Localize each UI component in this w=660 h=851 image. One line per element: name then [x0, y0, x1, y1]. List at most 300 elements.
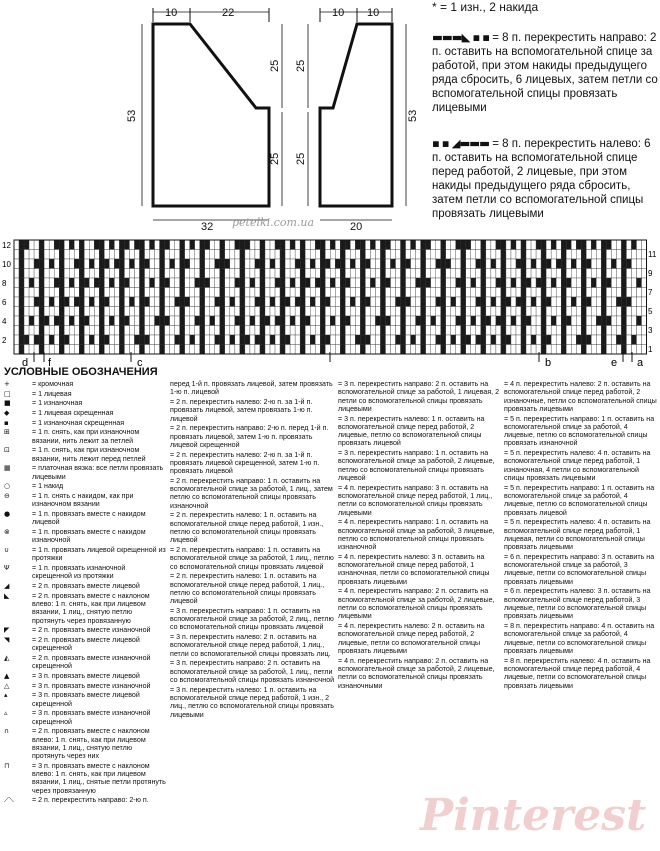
stitch-cell [551, 250, 556, 260]
stitch-cell [436, 297, 441, 307]
stitch-cell [69, 288, 74, 298]
stitch-cell [285, 269, 290, 279]
stitch-cell [436, 240, 441, 250]
stitch-cell [230, 307, 235, 317]
legend-text: перед 1-й п. провязать лицевой, затем провязать 1-ю п. лицевой [170, 380, 333, 397]
stitch-cell [446, 345, 451, 355]
legend-symbol-icon: ○ [4, 482, 11, 491]
stitch-cell [631, 288, 636, 298]
legend-text: = 3 п. перекрестить налево: 1 п. оставить на вспомогательной спице перед работой, 1 изн., 2 лиц., петлю со вспомогательной спицы провязать лицевыми [170, 685, 335, 719]
stitch-cell [94, 240, 99, 250]
stitch-cell [340, 307, 345, 317]
stitch-cell [200, 307, 205, 317]
stitch-cell [275, 259, 280, 269]
legend-text: = 1 изнаночная [32, 399, 83, 408]
stitch-cell [511, 278, 516, 288]
stitch-cell [305, 316, 310, 326]
stitch-cell [114, 316, 119, 326]
stitch-cell [636, 335, 641, 345]
stitch-cell [496, 316, 501, 326]
stitch-cell [285, 345, 290, 355]
stitch-cell [551, 288, 556, 298]
stitch-cell [140, 326, 145, 336]
legend-column-1 [4, 380, 166, 806]
stitch-cell [49, 316, 54, 326]
legend-text: = 6 п. перекрестить направо: 3 п. оставить на вспомогательной спице за работой, 3 лицевые, петли со вспомогательной спицы провязать лицевыми [504, 552, 655, 586]
stitch-cell [446, 250, 451, 260]
stitch-cell [170, 307, 175, 317]
stitch-cell [511, 259, 516, 269]
legend-text: = 8 п. перекрестить налево: 4 п. оставить на вспомогательной спице перед работой, 4 лицевые, петли со вспомогательной спицы провязать лицевыми [504, 656, 651, 690]
stitch-cell [114, 326, 119, 336]
stitch-cell [14, 326, 19, 336]
stitch-cell [601, 345, 606, 355]
stitch-cell [200, 250, 205, 260]
stitch-cell [150, 335, 155, 345]
stitch-cell [611, 269, 616, 279]
stitch-cell [190, 335, 195, 345]
stitch-cell [631, 335, 636, 345]
stitch-cell [305, 326, 310, 336]
stitch-cell [220, 288, 225, 298]
stitch-cell [150, 345, 155, 355]
stitch-cell [49, 259, 54, 269]
front-width-top-a: 10 [332, 7, 345, 19]
stitch-cell [456, 250, 461, 260]
legend-item [4, 654, 166, 671]
stitch-cell [431, 259, 436, 269]
stitch-cell [486, 307, 491, 317]
stitch-cell [290, 278, 295, 288]
stitch-cell [215, 316, 220, 326]
row-label-9: 9 [648, 269, 653, 278]
stitch-cell [29, 259, 34, 269]
stitch-cell [325, 297, 330, 307]
stitch-cell [636, 297, 641, 307]
stitch-cell [481, 326, 486, 336]
stitch-cell [506, 240, 511, 250]
stitch-cell [566, 335, 571, 345]
stitch-cell [145, 269, 150, 279]
stitch-cell [160, 307, 165, 317]
stitch-cell [506, 250, 511, 260]
stitch-cell [225, 345, 230, 355]
stitch-cell [165, 278, 170, 288]
stitch-cell [370, 316, 375, 326]
stitch-cell [14, 259, 19, 269]
stitch-cell [441, 250, 446, 260]
front-piece [295, 7, 419, 233]
cross-right-text: = 8 п. перекрестить направо: 2 п. оставить на вспомогательной спице за работой, при этом накиды предыдущего ряда сбросить, 6 лицевых, затем петли со вспомогательной спицы провязать лицевыми [432, 32, 658, 114]
stitch-cell [441, 345, 446, 355]
stitch-cell [421, 335, 426, 345]
legend-text: = 4 п. перекрестить направо: 2 п. оставить на вспомогательной спице за работой, 2 лицевые, петли со вспомогательной спицы провязать лицевыми [338, 587, 495, 621]
legend-item [504, 484, 658, 517]
stitch-cell [124, 259, 129, 269]
legend-symbol-icon: ● [4, 510, 11, 519]
row-label-7: 7 [648, 288, 653, 297]
stitch-cell [385, 240, 390, 250]
legend-symbol-icon: Ψ [4, 564, 10, 573]
stitch-cell [621, 269, 626, 279]
stitch-cell [506, 326, 511, 336]
stitch-cell [421, 250, 426, 260]
stitch-cell [200, 259, 205, 269]
stitch-cell [119, 240, 124, 250]
stitch-cell [586, 316, 591, 326]
stitch-cell [576, 297, 581, 307]
legend-symbol-icon: ▴ [4, 691, 8, 700]
stitch-cell [270, 250, 275, 260]
legend-text: = 2 п. провязать вместе лицевой скрещенной [32, 635, 140, 653]
stitch-cell [531, 316, 536, 326]
stitch-cell [340, 335, 345, 345]
legend-text: = 2 п. провязать вместе с наклоном влево: 1 п. снять, как при лицевом вязании, 1 лиц., снятую петлю протянуть через них [32, 727, 150, 761]
stitch-cell [601, 269, 606, 279]
stitch-cell [235, 326, 240, 336]
stitch-cell [94, 269, 99, 279]
stitch-cell [561, 250, 566, 260]
stitch-cell [129, 250, 134, 260]
stitch-cell [396, 316, 401, 326]
stitch-cell [310, 316, 315, 326]
stitch-cell [426, 278, 431, 288]
stitch-cell [165, 288, 170, 298]
stitch-cell [145, 345, 150, 355]
stitch-cell [401, 278, 406, 288]
legend-symbol-icon: ◆ [4, 409, 10, 418]
stitch-cell [230, 269, 235, 279]
stitch-cell [79, 288, 84, 298]
stitch-cell [636, 288, 641, 298]
stitch-cell [160, 269, 165, 279]
stitch-cell [561, 269, 566, 279]
stitch-cell [541, 307, 546, 317]
stitch-cell [496, 269, 501, 279]
stitch-cell [531, 250, 536, 260]
stitch-cell [225, 297, 230, 307]
stitch-cell [496, 240, 501, 250]
stitch-cell [571, 269, 576, 279]
stitch-cell [160, 335, 165, 345]
stitch-cell [84, 240, 89, 250]
stitch-cell [74, 335, 79, 345]
legend-item [338, 657, 502, 690]
stitch-cell [416, 345, 421, 355]
stitch-cell [426, 288, 431, 298]
legend-item [4, 510, 166, 527]
stitch-cell [14, 297, 19, 307]
legend-text: = 2 п. перекрестить налево: 2-ю п. за 1-й п. провязать лицевой, затем провязать 1-ю п. лицевой [170, 397, 313, 423]
stitch-cell [611, 335, 616, 345]
stitch-cell [64, 288, 69, 298]
stitch-cell [355, 326, 360, 336]
stitch-cell [74, 288, 79, 298]
stitch-cell [89, 307, 94, 317]
stitch-cell [64, 316, 69, 326]
legend-text: = 5 п. перекрестить направо: 1 п. оставить на вспомогательной спице за работой, 4 лицевые, петлю со вспомогательной спицы провязать лицевой [504, 483, 655, 517]
stitch-cell [99, 345, 104, 355]
legend-text: = 8 п. перекрестить направо: 4 п. оставить на вспомогательной спице за работой, 4 лицевые, петли со вспомогательной спицы провязать лицевыми [504, 622, 655, 655]
stitch-cell [340, 269, 345, 279]
stitch-cell [260, 250, 265, 260]
stitch-cell [19, 240, 24, 250]
stitch-cell [416, 240, 421, 250]
stitch-cell [134, 335, 139, 345]
stitch-cell [305, 250, 310, 260]
stitch-cell [340, 345, 345, 355]
stitch-cell [230, 250, 235, 260]
stitch-cell [109, 307, 114, 317]
legend-text: = 3 п. перекрестить направо: 1 п. оставить на вспомогательной спице за работой, 2 лицевые, петлю со вспомогательной спицы провязать лицевой [338, 449, 495, 483]
stitch-cell [380, 335, 385, 345]
stitch-cell [411, 240, 416, 250]
stitch-cell [24, 269, 29, 279]
stitch-cell [250, 240, 255, 250]
stitch-cell [365, 297, 370, 307]
stitch-cell [39, 288, 44, 298]
stitch-cell [571, 250, 576, 260]
stitch-cell [360, 326, 365, 336]
stitch-cell [591, 240, 596, 250]
stitch-cell [295, 278, 300, 288]
stitch-cell [300, 316, 305, 326]
stitch-cell [511, 316, 516, 326]
legend-item [504, 553, 658, 586]
stitch-cell [365, 278, 370, 288]
stitch-cell [441, 326, 446, 336]
stitch-cell [486, 250, 491, 260]
stitch-cell [536, 259, 541, 269]
stitch-cell [451, 326, 456, 336]
stitch-cell [275, 240, 280, 250]
stitch-cell [642, 240, 647, 250]
stitch-cell [200, 278, 205, 288]
stitch-cell [310, 307, 315, 317]
stitch-cell [74, 278, 79, 288]
legend-text: = 3 п. провязать вместе лицевой скрещенной [32, 691, 140, 708]
stitch-cell [270, 335, 275, 345]
legend-symbol-icon: ⊡ [4, 446, 10, 455]
stitch-cell [536, 240, 541, 250]
stitch-cell [150, 259, 155, 269]
chart-grid [14, 240, 647, 354]
stitch-cell [24, 307, 29, 317]
stitch-cell [531, 345, 536, 355]
stitch-cell [616, 259, 621, 269]
stitch-cell [134, 259, 139, 269]
stitch-cell [571, 316, 576, 326]
stitch-cell [596, 316, 601, 326]
stitch-cell [541, 345, 546, 355]
legend-item [4, 626, 166, 634]
stitch-cell [69, 316, 74, 326]
stitch-cell [94, 278, 99, 288]
stitch-cell [79, 316, 84, 326]
stitch-cell [546, 240, 551, 250]
stitch-cell [175, 345, 180, 355]
stitch-cell [325, 326, 330, 336]
stitch-cell [380, 288, 385, 298]
stitch-cell [506, 288, 511, 298]
stitch-cell [345, 297, 350, 307]
stitch-cell [14, 269, 19, 279]
stitch-cell [370, 297, 375, 307]
stitch-cell [471, 326, 476, 336]
legend-item [4, 672, 166, 680]
stitch-cell [34, 297, 39, 307]
stitch-cell [471, 316, 476, 326]
stitch-cell [466, 335, 471, 345]
stitch-cell [536, 269, 541, 279]
legend-symbol-icon: ◭ [4, 653, 10, 662]
stitch-cell [350, 250, 355, 260]
legend-text: = 1 п. снять, как при изнаночном вязании, нить лежит за петлей [32, 428, 140, 445]
stitch-cell [576, 259, 581, 269]
legend-text: = 6 п. перекрестить налево: 3 п. оставить на вспомогательной спице перед работой, 3 лицевые, петли со вспомогательной спицы провязать лицевыми [504, 587, 651, 621]
legend-item [338, 622, 502, 655]
stitch-cell [39, 259, 44, 269]
stitch-cell [521, 278, 526, 288]
stitch-cell [94, 345, 99, 355]
stitch-cell [421, 288, 426, 298]
stitch-cell [601, 259, 606, 269]
stitch-cell [591, 335, 596, 345]
stitch-cell [521, 335, 526, 345]
legend-text: = 2 п. провязать вместе изнаночной [32, 626, 151, 635]
legend-text: = 1 лицевая скрещенная [32, 409, 114, 418]
legend-symbol-icon: ⊞ [4, 428, 10, 437]
legend-item [170, 686, 336, 719]
stitch-cell [140, 335, 145, 345]
stitch-cell [69, 297, 74, 307]
stitch-cell [295, 250, 300, 260]
stitch-cell [109, 326, 114, 336]
stitch-cell [501, 288, 506, 298]
stitch-cell [426, 326, 431, 336]
stitch-cell [84, 326, 89, 336]
stitch-cell [531, 335, 536, 345]
stitch-cell [596, 297, 601, 307]
stitch-cell [280, 335, 285, 345]
stitch-cell [491, 345, 496, 355]
legend-column-3 [338, 380, 502, 691]
stitch-cell [586, 278, 591, 288]
stitch-cell [591, 278, 596, 288]
stitch-cell [109, 269, 114, 279]
stitch-cell [210, 335, 215, 345]
stitch-cell [506, 316, 511, 326]
stitch-cell [471, 288, 476, 298]
stitch-cell [466, 288, 471, 298]
stitch-cell [616, 316, 621, 326]
stitch-cell [616, 297, 621, 307]
legend-text: = 3 п. провязать вместе изнаночной скрещенной [32, 709, 151, 726]
stitch-cell [265, 240, 270, 250]
stitch-cell [581, 326, 586, 336]
stitch-cell [436, 335, 441, 345]
stitch-cell [255, 278, 260, 288]
stitch-cell [631, 316, 636, 326]
stitch-cell [345, 278, 350, 288]
stitch-cell [611, 250, 616, 260]
stitch-cell [350, 259, 355, 269]
stitch-cell [642, 335, 647, 345]
stitch-cell [225, 326, 230, 336]
stitch-cell [285, 297, 290, 307]
stitch-cell [185, 269, 190, 279]
stitch-cell [124, 250, 129, 260]
stitch-cell [285, 288, 290, 298]
stitch-cell [325, 316, 330, 326]
stitch-cell [140, 316, 145, 326]
stitch-cell [586, 335, 591, 345]
stitch-cell [556, 269, 561, 279]
stitch-cell [310, 240, 315, 250]
stitch-cell [175, 335, 180, 345]
stitch-cell [476, 335, 481, 345]
stitch-cell [511, 240, 516, 250]
legend-item [4, 399, 166, 407]
stitch-cell [34, 316, 39, 326]
stitch-cell [626, 316, 631, 326]
stitch-cell [606, 259, 611, 269]
legend-item [338, 449, 502, 482]
stitch-cell [566, 269, 571, 279]
stitch-cell [320, 240, 325, 250]
stitch-cell [566, 250, 571, 260]
pinterest-watermark: Pinterest [420, 790, 647, 841]
stitch-cell [64, 278, 69, 288]
stitch-cell [375, 307, 380, 317]
stitch-cell [114, 278, 119, 288]
stitch-cell [401, 240, 406, 250]
stitch-cell [185, 307, 190, 317]
stitch-cell [185, 240, 190, 250]
stitch-cell [416, 297, 421, 307]
legend-item [4, 592, 166, 625]
stitch-cell [476, 278, 481, 288]
stitch-cell [305, 345, 310, 355]
stitch-cell [310, 250, 315, 260]
stitch-cell [616, 345, 621, 355]
stitch-cell [235, 278, 240, 288]
stitch-cell [260, 269, 265, 279]
stitch-cell [200, 345, 205, 355]
stitch-cell [320, 335, 325, 345]
stitch-cell [245, 259, 250, 269]
back-width-top-b: 22 [222, 7, 235, 19]
stitch-cell [145, 326, 150, 336]
stitch-cell [526, 297, 531, 307]
stitch-cell [99, 259, 104, 269]
stitch-cell [370, 345, 375, 355]
legend-text: = 2 п. перекрестить направо: 2-ю п. [32, 796, 149, 805]
stitch-cell [471, 307, 476, 317]
stitch-cell [134, 269, 139, 279]
stitch-cell [59, 240, 64, 250]
stitch-cell [345, 345, 350, 355]
stitch-cell [636, 345, 641, 355]
marker-f: f [48, 357, 52, 369]
legend-symbol-icon: ▵ [4, 709, 8, 718]
stitch-cell [616, 278, 621, 288]
stitch-cell [581, 240, 586, 250]
stitch-cell [596, 278, 601, 288]
stitch-cell [315, 307, 320, 317]
stitch-cell [576, 335, 581, 345]
stitch-cell [486, 259, 491, 269]
